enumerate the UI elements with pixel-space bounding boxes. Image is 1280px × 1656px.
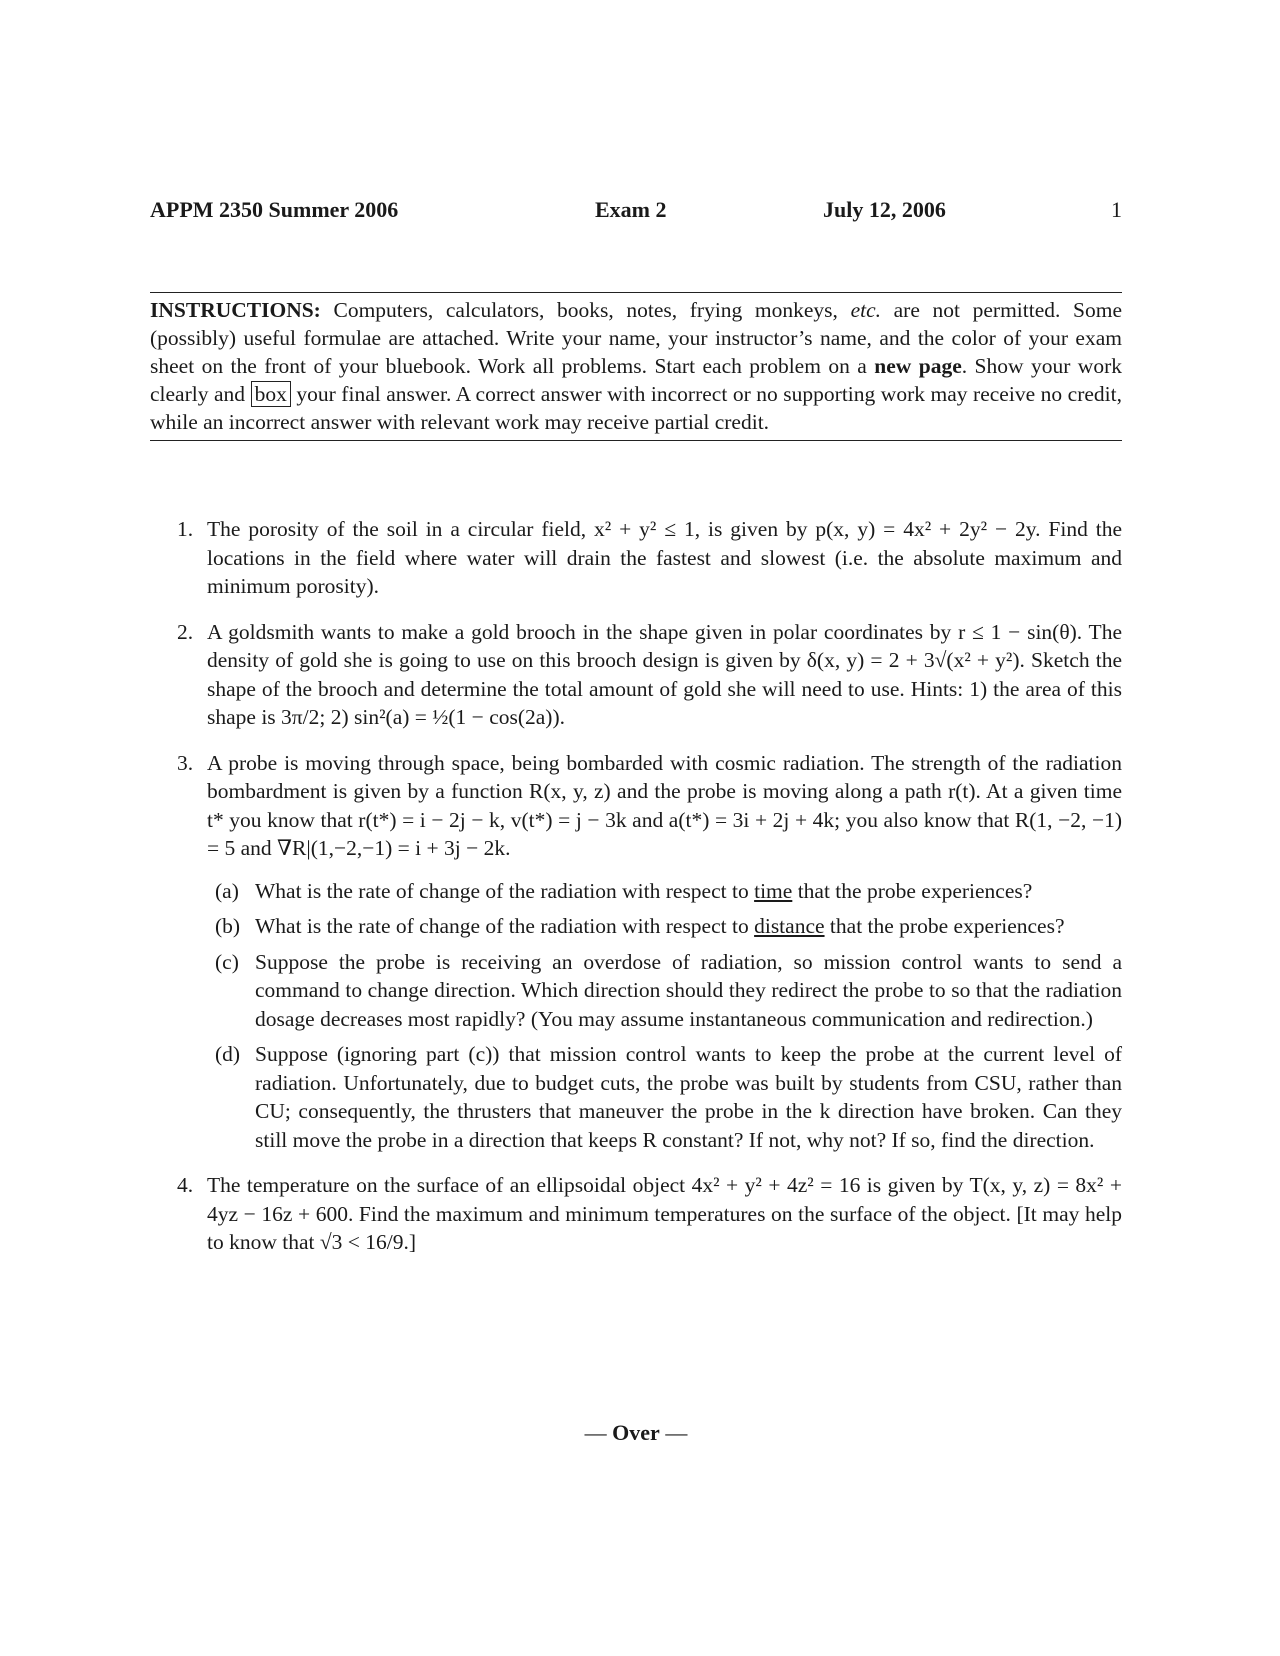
problem-text: The porosity of the soil in a circular field, x² + y² ≤ 1, is given by p(x, y) = 4x² + 2y² − 2y. Find the locations in the field where water will drain the fastest and slowest (i.e. the absolute maximum and minimum porosity). — [207, 517, 1122, 598]
part-label: (c) — [215, 949, 239, 974]
problem-list — [150, 515, 1122, 1274]
instructions-text-1: Computers, calculators, books, notes, frying monkeys, — [320, 298, 851, 322]
dash-left: — — [584, 1420, 607, 1445]
part-text-before: What is the rate of change of the radiation with respect to — [255, 878, 755, 903]
part-text-before: What is the rate of change of the radiation with respect to — [255, 914, 755, 938]
over-label: Over — [612, 1420, 660, 1445]
instructions-new-page: new page — [874, 354, 962, 378]
instructions-box-word: box — [251, 381, 291, 407]
instructions-block — [150, 292, 1122, 441]
problem-3d — [207, 1040, 1122, 1154]
problem-4 — [150, 1171, 1122, 1257]
course-title: APPM 2350 Summer 2006 — [150, 197, 399, 222]
problem-text: A probe is moving through space, being bombarded with cosmic radiation. The strength of the radiation bombardment is given by a function R(x, y, z) and the probe is moving along a path r(t). At a given time t* you know that r(t*) = i − 2j − k, v(t*) = j − 3k and a(t*) = 3i + 2j + 4k; you also know that R(1, −2, −1) = 5 and ∇R|(1,−2,−1) = i + 3j − 2k. — [207, 750, 1122, 860]
problem-3-parts — [207, 877, 1122, 1155]
instructions-etc: etc. — [850, 298, 881, 322]
part-label: (a) — [215, 878, 239, 903]
exam-title: Exam 2 — [595, 197, 667, 222]
instructions-label: INSTRUCTIONS: — [150, 298, 321, 322]
problem-number: 1. — [177, 517, 194, 541]
instructions-text-3: . Show your work clearly and — [150, 354, 1122, 406]
part-text-after: that the probe experiences? — [824, 914, 1065, 938]
problem-2 — [150, 618, 1122, 732]
dash-right: — — [665, 1420, 688, 1445]
problem-number: 4. — [177, 1173, 194, 1197]
part-text-after: that the probe experiences? — [792, 878, 1033, 903]
instructions-text-4: your final answer. A correct answer with incorrect or no supporting work may receive no credit, while an incorrect answer with relevant work may receive partial credit. — [150, 382, 1122, 434]
problem-3a — [207, 877, 1122, 906]
instructions-text-2: are not permitted. Some (possibly) useful formulae are attached. Write your name, your instructor’s name, and the color of your exam sheet on the front of your bluebook. Work all problems. Start each problem on a — [150, 298, 1122, 378]
problem-number: 2. — [177, 619, 194, 644]
part-text: Suppose (ignoring part (c)) that mission control wants to keep the probe at the current level of radiation. Unfortunately, due to budget cuts, the probe was built by students from CSU, rather than CU; consequently, the thrusters that maneuver the probe in the k direction have broken. Can they still move the probe in a direction that keeps R constant? If not, why not? If so, find the direction. — [255, 1042, 1122, 1152]
page-number: 1 — [1111, 197, 1122, 222]
part-underlined-word: time — [754, 878, 793, 903]
exam-header — [150, 197, 1122, 227]
problem-3c — [207, 948, 1122, 1034]
problem-3 — [150, 749, 1122, 1155]
part-label: (b) — [215, 914, 241, 938]
problem-text: The temperature on the surface of an ellipsoidal object 4x² + y² + 4z² = 16 is given by T(x, y, z) = 8x² + 4yz − 16z + 600. Find the maximum and minimum temperatures on the surface of the object. [It may help to know that √3 < 16/9.] — [207, 1173, 1122, 1254]
exam-date: July 12, 2006 — [823, 197, 946, 222]
over-indicator — [150, 1420, 1122, 1446]
problem-text: A goldsmith wants to make a gold brooch in the shape given in polar coordinates by r ≤ 1 − sin(θ). The density of gold she is going to use on this brooch design is given by δ(x, y) = 2 + 3√(x² + y²). Sketch the shape of the brooch and determine the total amount of gold she will need to use. Hints: 1) the area of this shape is 3π/2; 2) sin²(a) = ½(1 − cos(2a)). — [207, 619, 1122, 729]
part-text: Suppose the probe is receiving an overdose of radiation, so mission control wants to send a command to change direction. Which direction should they redirect the probe to so that the radiation dosage decreases most rapidly? (You may assume instantaneous communication and redirection.) — [255, 949, 1122, 1031]
problem-3b — [207, 912, 1122, 941]
part-label: (d) — [215, 1042, 241, 1066]
problem-number: 3. — [177, 750, 194, 775]
part-underlined-word: distance — [754, 914, 825, 938]
problem-1 — [150, 515, 1122, 601]
